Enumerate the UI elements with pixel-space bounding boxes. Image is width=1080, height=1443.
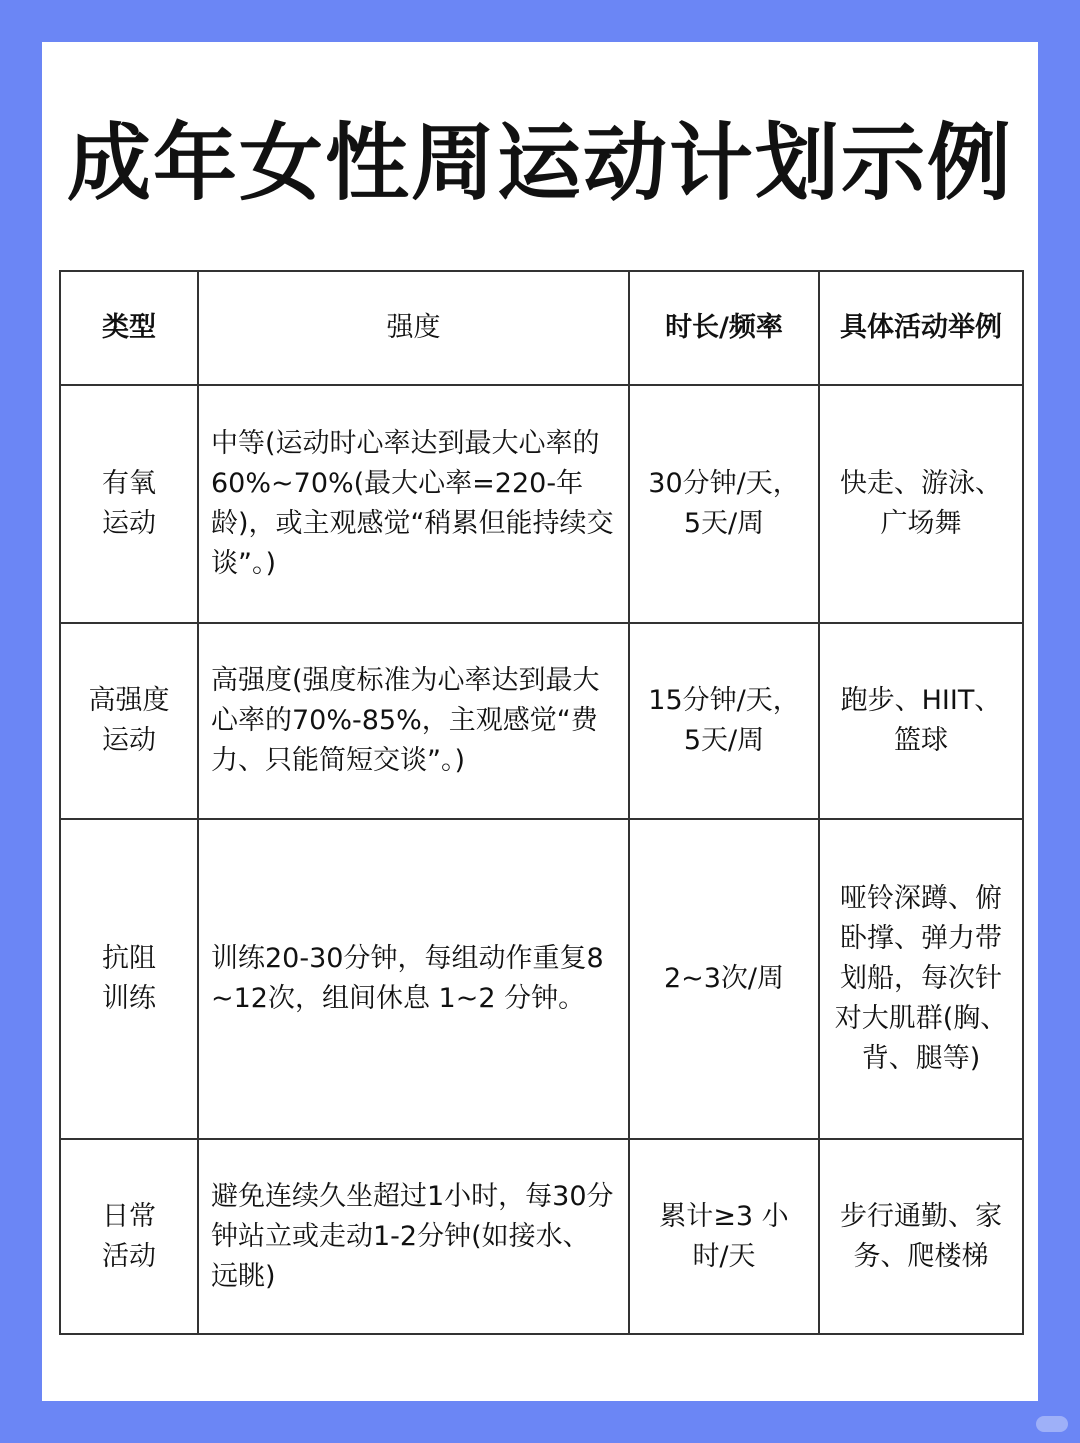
- cell-duration: 30分钟/天， 5天/周: [629, 385, 819, 623]
- header-type: 类型: [60, 271, 198, 385]
- header-duration: 时长/频率: [629, 271, 819, 385]
- cell-type: 日常 活动: [60, 1139, 198, 1334]
- table-row: [60, 385, 1023, 623]
- header-intensity: 强度: [198, 271, 629, 385]
- cell-examples: 跑步、HIIT、 篮球: [819, 623, 1023, 819]
- cell-examples: 步行通勤、家 务、爬楼梯: [819, 1139, 1023, 1334]
- cell-duration: 累计≥3 小 时/天: [629, 1139, 819, 1334]
- exercise-plan-table: [59, 270, 1024, 1335]
- cell-intensity: 避免连续久坐超过1小时，每30分钟站立或走动1-2分钟(如接水、远眺): [198, 1139, 629, 1334]
- cell-type: 有氧 运动: [60, 385, 198, 623]
- table-header-row: [60, 271, 1023, 385]
- cell-duration: 15分钟/天， 5天/周: [629, 623, 819, 819]
- table-row: [60, 819, 1023, 1139]
- cell-intensity: 中等(运动时心率达到最大心率的60%~70%(最大心率=220-年龄)，或主观感觉“稍累但能持续交谈”。): [198, 385, 629, 623]
- table-row: [60, 623, 1023, 819]
- cell-type: 抗阻 训练: [60, 819, 198, 1139]
- table-row: [60, 1139, 1023, 1334]
- watermark-badge: [1036, 1416, 1068, 1432]
- cell-intensity: 高强度(强度标准为心率达到最大心率的70%-85%，主观感觉“费力、只能简短交谈”。): [198, 623, 629, 819]
- cell-duration: 2~3次/周: [629, 819, 819, 1139]
- cell-examples: 哑铃深蹲、俯卧撑、弹力带划船，每次针对大肌群(胸、背、腿等): [819, 819, 1023, 1139]
- cell-examples: 快走、游泳、 广场舞: [819, 385, 1023, 623]
- cell-type: 高强度 运动: [60, 623, 198, 819]
- cell-intensity: 训练20-30分钟，每组动作重复8~12次，组间休息 1~2 分钟。: [198, 819, 629, 1139]
- page-title: 成年女性周运动计划示例: [66, 114, 1013, 212]
- header-examples: 具体活动举例: [819, 271, 1023, 385]
